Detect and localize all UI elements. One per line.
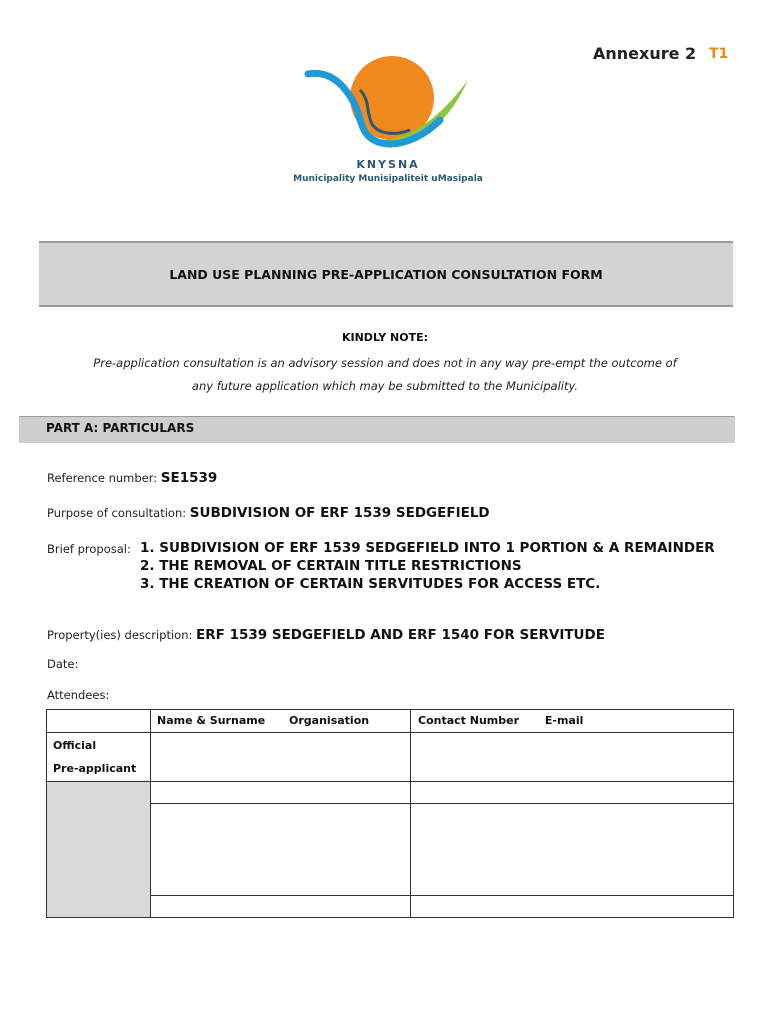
logo-name: KNYSNA bbox=[356, 158, 420, 171]
purpose-row bbox=[47, 505, 490, 521]
purpose-value: SUBDIVISION OF ERF 1539 SEDGEFIELD bbox=[189, 505, 490, 521]
reference-row bbox=[47, 470, 217, 486]
proposal-list bbox=[140, 539, 715, 593]
note-line-2: any future application which may be submitted to the Municipality. bbox=[191, 379, 579, 393]
attendee-name-cell[interactable] bbox=[151, 804, 411, 896]
attendee-name-cell[interactable] bbox=[151, 896, 411, 918]
attendees-table bbox=[46, 709, 734, 918]
header-name: Name & Surname bbox=[157, 714, 266, 727]
annexure-label: Annexure 2 bbox=[593, 44, 697, 63]
table-row bbox=[47, 804, 734, 896]
part-a-heading: PART A: PARTICULARS bbox=[19, 416, 735, 443]
property-row bbox=[47, 627, 605, 643]
table-row bbox=[47, 782, 734, 804]
table-header-cell bbox=[411, 710, 734, 733]
table-header-cell bbox=[151, 710, 411, 733]
official-label-cell bbox=[47, 733, 151, 782]
annexure-code: T1 bbox=[709, 46, 729, 62]
attendee-contact-cell[interactable] bbox=[411, 804, 734, 896]
reference-label: Reference number: bbox=[47, 471, 158, 485]
header-email: E-mail bbox=[544, 714, 584, 727]
attendee-contact-cell[interactable] bbox=[411, 782, 734, 804]
official-label: Official bbox=[53, 739, 97, 752]
header-organisation: Organisation bbox=[289, 714, 370, 727]
logo-subtitle: Municipality Munisipaliteit uMasipala bbox=[293, 174, 483, 184]
official-name-cell[interactable] bbox=[151, 733, 411, 782]
official-contact-cell[interactable] bbox=[411, 733, 734, 782]
attendees-label: Attendees: bbox=[47, 688, 110, 702]
table-header-empty bbox=[47, 710, 151, 733]
table-row bbox=[47, 896, 734, 918]
proposal-label: Brief proposal: bbox=[47, 542, 131, 556]
attendee-label-cell bbox=[47, 782, 151, 918]
date-label: Date: bbox=[47, 657, 79, 671]
attendee-contact-cell[interactable] bbox=[411, 896, 734, 918]
form-title: LAND USE PLANNING PRE-APPLICATION CONSULTATION FORM bbox=[169, 266, 603, 282]
note-heading: KINDLY NOTE: bbox=[341, 331, 429, 344]
property-value: ERF 1539 SEDGEFIELD AND ERF 1540 FOR SERVITUDE bbox=[196, 627, 605, 643]
purpose-label: Purpose of consultation: bbox=[47, 506, 187, 520]
reference-value: SE1539 bbox=[160, 470, 218, 486]
note-line-1: Pre-application consultation is an advisory session and does not in any way pre-empt the outcome of bbox=[93, 356, 677, 370]
property-label: Property(ies) description: bbox=[47, 628, 193, 642]
header-contact: Contact Number bbox=[418, 714, 520, 727]
proposal-item: 1. SUBDIVISION OF ERF 1539 SEDGEFIELD INTO 1 PORTION & A REMAINDER bbox=[140, 540, 715, 556]
note-text bbox=[40, 352, 730, 398]
table-row-official bbox=[47, 733, 734, 782]
proposal-item: 2. THE REMOVAL OF CERTAIN TITLE RESTRICTIONS bbox=[140, 558, 522, 574]
proposal-item: 3. THE CREATION OF CERTAIN SERVITUDES FOR ACCESS ETC. bbox=[140, 576, 601, 592]
attendee-name-cell[interactable] bbox=[151, 782, 411, 804]
pre-applicant-label: Pre-applicant bbox=[53, 762, 137, 775]
form-title-band bbox=[39, 241, 733, 307]
table-header-row bbox=[47, 710, 734, 733]
